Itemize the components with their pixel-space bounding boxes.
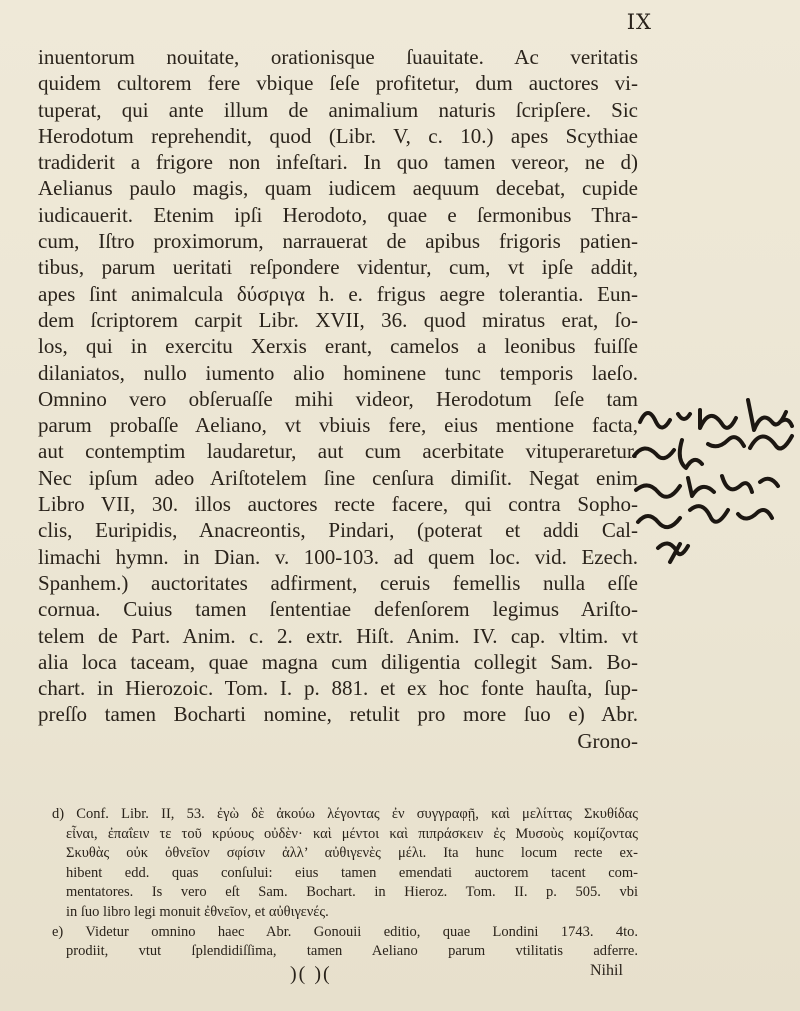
body-line: chart. in Hierozoic. Tom. I. p. 881. et ex hoc fonte hauſta, ſup- [38, 676, 638, 701]
footnote-line: Σκυθὰς οὐκ ὀθνεῖον σφίσιν ἀλλ’ αὐθιγενὲς μέλι. Ita hunc locum recte ex- [66, 845, 638, 862]
body-line: inuentorum nouitate, orationisque ſuauitate. Ac veritatis [38, 45, 638, 69]
body-line: cornua. Cuius tamen ſententiae defenſorem legimus Ariſto- [38, 597, 638, 622]
body-line: Nec ipſum adeo Ariſtotelem ſine cenſura dimiſit. Negat enim [38, 465, 638, 490]
signature-mark: )( )( [290, 963, 332, 985]
body-line: limachi hymn. in Dian. v. 100-103. ad quem loc. vid. Ezech. [38, 544, 638, 569]
body-text [38, 44, 638, 754]
body-line: cum, Iſtro proximorum, narrauerat de apibus frigoris patien- [38, 229, 638, 254]
body-line: apes ſint animalcula δύσριγα h. e. frigus aegre tolerantia. Eun- [38, 281, 638, 306]
handwriting-scribble-icon [630, 392, 800, 572]
body-line-catchword: Grono- [577, 728, 638, 753]
footnote-line: e) Videtur omnino haec Abr. Gonouii editio, quae Londini 1743. 4to. [52, 923, 638, 940]
footnote-line: in ſuo libro legi monuit ἐθνεῖον, et αὐθιγενές. [66, 903, 329, 920]
body-line: Aelianus paulo magis, quam iudicem aequum decebat, cupide [38, 176, 638, 201]
footnote-line: hibent edd. quas conſului: eius tamen emendati auctorem tacent com- [66, 864, 638, 881]
footnote-line: mentatores. Is vero eſt Sam. Bochart. in Hieroz. Tom. II. p. 505. vbi [66, 884, 638, 901]
body-line: aut contemptim laudaretur, aut cum acerbitate vituperaretur. [38, 439, 638, 464]
footnotes [52, 805, 638, 962]
body-line: Omnino vero obſeruaſſe mihi videor, Herodotum ſeſe tam [38, 386, 638, 411]
body-line: alia loca taceam, quae magna cum diligentia collegit Sam. Bo- [38, 649, 638, 674]
body-line: tuperat, qui ante illum de animalium naturis ſcripſere. Sic [38, 97, 638, 122]
body-line: Herodotum reprehendit, quod (Libr. V, c. 10.) apes Scythiae [38, 123, 638, 148]
footnote-line: εἶναι, ἐπαΐειν τε τοῦ κρύους οὐδὲν· καὶ μέντοι καὶ πιπράσκειν ἐς Μυσοὺς κομίζοντας [66, 825, 638, 842]
body-line: Libro VII, 30. illos auctores recte facere, qui contra Sopho- [38, 492, 638, 517]
footnote-line: d) Conf. Libr. II, 53. ἐγὼ δὲ ἀκούω λέγοντας ἐν συγγραφῇ, καὶ μελίττας Σκυθίδας [52, 806, 638, 822]
body-line: Spanhem.) auctoritates adfirment, ceruis femellis nulla eſſe [38, 570, 638, 595]
body-line: tibus, parum ueritati reſpondere videntur, cum, vt ipſe addit, [38, 255, 638, 280]
footnote-divider [40, 791, 640, 792]
page-number: IX [626, 10, 652, 34]
body-line: iudicauerit. Etenim ipſi Herodoto, quae e ſermonibus Thra- [38, 202, 638, 227]
catchword: Nihil [590, 962, 623, 979]
body-line: parum probaſſe Aeliano, vt vbiuis fere, eius mentione facta, [38, 413, 638, 438]
body-line: quidem cultorem fere vbique ſeſe profitetur, dum auctores vi- [38, 71, 638, 96]
body-line: dem ſcriptorem carpit Libr. XVII, 36. quod miratus erat, ſo- [38, 307, 638, 332]
body-line: los, qui in exercitu Xerxis erant, camelos a leonibus fuiſſe [38, 334, 638, 359]
body-line: preſſo tamen Bocharti nomine, retulit pro more ſuo e) Abr. [38, 702, 638, 727]
handwritten-margin-note [630, 392, 800, 572]
body-line: tradiderit a frigore non infeſtari. In quo tamen vereor, ne d) [38, 150, 638, 175]
footnote-line: prodiit, vtut ſplendidiſſima, tamen Aeliano parum vtilitatis adferre. [66, 943, 638, 960]
body-line: clis, Euripidis, Anacreontis, Pindari, (poterat et addi Cal- [38, 518, 638, 543]
body-line: telem de Part. Anim. c. 2. extr. Hiſt. Anim. IV. cap. vltim. vt [38, 623, 638, 648]
body-line: dilaniatos, nullo iumento alio hominene tunc temporis laeſo. [38, 360, 638, 385]
